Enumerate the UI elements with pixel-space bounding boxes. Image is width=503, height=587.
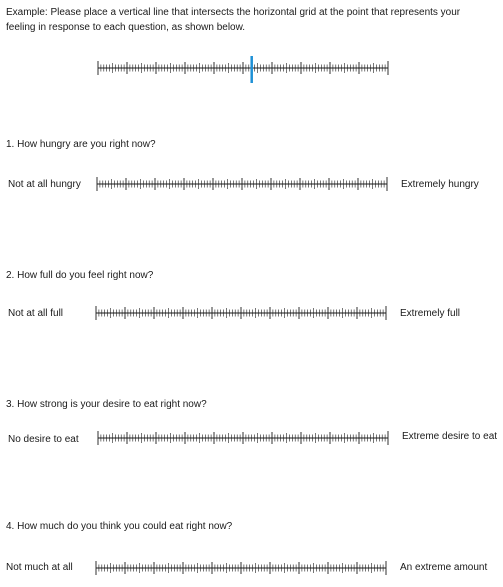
question-4-text: 4. How much do you think you could eat right now? — [6, 521, 233, 532]
question-1-text: 1. How hungry are you right now? — [6, 139, 156, 150]
instructions-text: Example: Please place a vertical line that intersects the horizontal grid at the point that represents your feeling in response to each question, as shown below. — [6, 7, 461, 33]
example-scale[interactable] — [98, 56, 388, 84]
question-1-left-anchor: Not at all hungry — [8, 179, 81, 190]
question-2-left-anchor: Not at all full — [8, 308, 64, 319]
question-4-left-anchor: Not much at all — [6, 562, 73, 573]
question-3-text: 3. How strong is your desire to eat right now? — [6, 399, 207, 410]
question-4-right-anchor: An extreme amount — [400, 562, 488, 573]
question-3-left-anchor: No desire to eat — [8, 434, 79, 445]
question-2-right-anchor: Extremely full — [400, 308, 461, 319]
scale-grid — [98, 61, 388, 75]
scale-grid — [97, 177, 387, 191]
question-3-scale[interactable] — [98, 428, 388, 448]
scale-grid — [98, 431, 388, 445]
question-1-scale[interactable] — [97, 174, 387, 194]
question-2-scale[interactable] — [96, 303, 386, 323]
question-4-scale[interactable] — [96, 558, 386, 578]
scale-grid — [96, 306, 386, 320]
question-3-right-anchor: Extreme desire to eat — [402, 431, 498, 442]
question-1-right-anchor: Extremely hungry — [401, 179, 479, 190]
question-2-text: 2. How full do you feel right now? — [6, 270, 154, 281]
scale-grid — [96, 561, 386, 575]
